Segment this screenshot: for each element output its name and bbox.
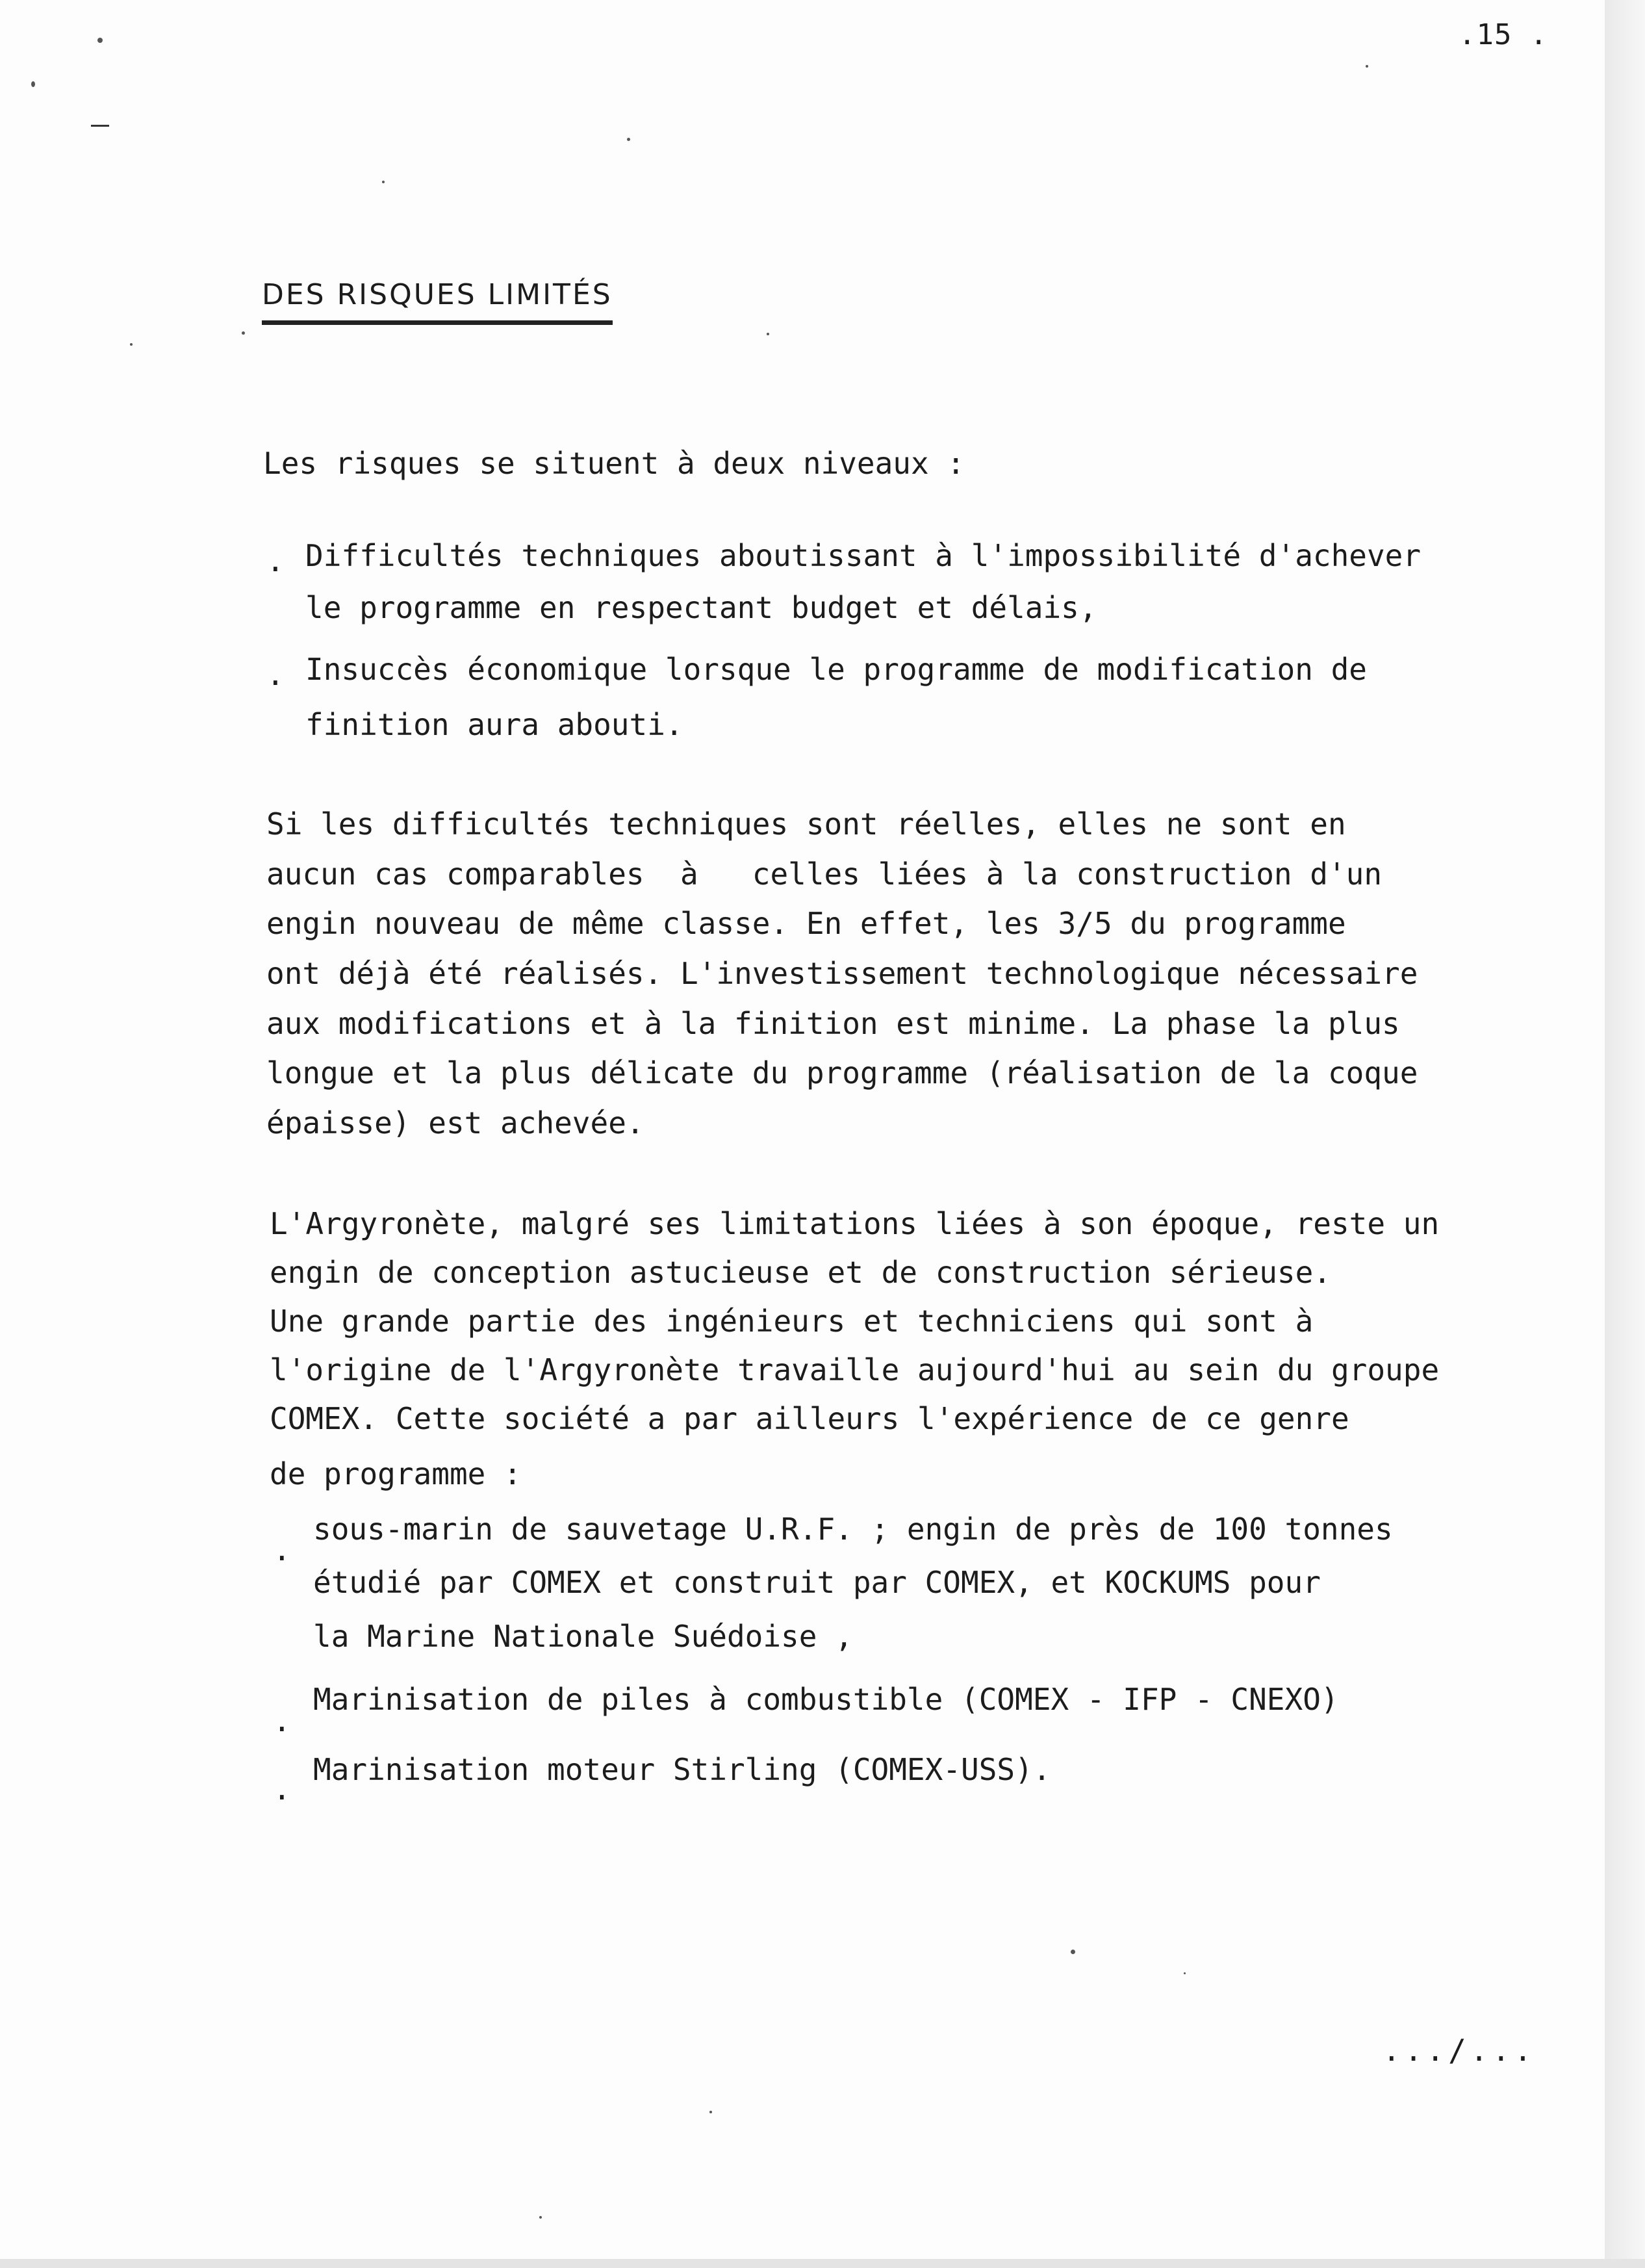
scan-speck [539,2216,542,2219]
paragraph-line: aux modifications et à la finition est minime. La phase la plus [266,1006,1400,1041]
scan-bottom-edge [0,2259,1645,2268]
risk-line: Insuccès économique lorsque le programme de modification de [305,652,1367,687]
risk-line: le programme en respectant budget et délais, [305,590,1097,625]
page-number: .15 . [1459,18,1548,51]
experience-line: sous-marin de sauvetage U.R.F. ; engin de près de 100 tonnes [313,1512,1393,1547]
paragraph-line: de programme : [270,1456,522,1491]
scan-speck [382,181,385,183]
scan-speck [1071,1950,1075,1954]
scan-speck [1366,65,1368,68]
bullet-mark: . [273,1772,291,1807]
paragraph-line: ont déjà été réalisés. L'investissement technologique nécessaire [266,956,1418,991]
scan-speck [31,81,35,87]
paragraph-line: Une grande partie des ingénieurs et techniciens qui sont à [270,1304,1314,1339]
section-heading: DES RISQUES LIMITÉS [262,278,613,325]
paragraph-line: Si les difficultés techniques sont réelles, elles ne sont en [266,806,1346,842]
scan-speck [767,333,769,335]
continuation-mark: .../... [1383,2033,1536,2068]
paragraph-line: COMEX. Cette société a par ailleurs l'expérience de ce genre [270,1401,1349,1436]
intro-line: Les risques se situent à deux niveaux : [263,446,965,481]
scan-speck [130,343,133,346]
bullet-mark: . [273,1532,291,1567]
paragraph-line: épaisse) est achevée. [266,1105,644,1140]
risk-line: Difficultés techniques aboutissant à l'impossibilité d'achever [305,538,1422,573]
bullet-mark: . [266,543,285,578]
scan-speck [627,138,630,141]
paragraph-line: engin nouveau de même classe. En effet, les 3/5 du programme [266,906,1346,941]
bullet-mark: . [273,1703,291,1738]
scan-speck [97,38,103,43]
scan-speck [709,2111,712,2113]
paragraph-line: engin de conception astucieuse et de construction sérieuse. [270,1255,1331,1290]
paragraph-line: aucun cas comparables à celles liées à la construction d'un [266,857,1383,892]
experience-line: Marinisation moteur Stirling (COMEX-USS). [313,1752,1051,1787]
risk-line: finition aura abouti. [305,707,683,742]
paragraph-line: l'origine de l'Argyronète travaille aujourd'hui au sein du groupe [270,1352,1440,1387]
experience-line: Marinisation de piles à combustible (COMEX - IFP - CNEXO) [313,1682,1339,1717]
experience-line: étudié par COMEX et construit par COMEX, et KOCKUMS pour [313,1565,1321,1600]
bullet-mark: . [266,657,285,692]
scan-mark [91,125,109,127]
paragraph-line: longue et la plus délicate du programme (réalisation de la coque [266,1055,1418,1090]
scan-speck [242,331,245,335]
paragraph-line: L'Argyronète, malgré ses limitations liées à son époque, reste un [270,1206,1440,1241]
experience-line: la Marine Nationale Suédoise , [313,1619,853,1654]
scan-edge [1605,0,1645,2268]
scan-speck [1184,1972,1186,1974]
